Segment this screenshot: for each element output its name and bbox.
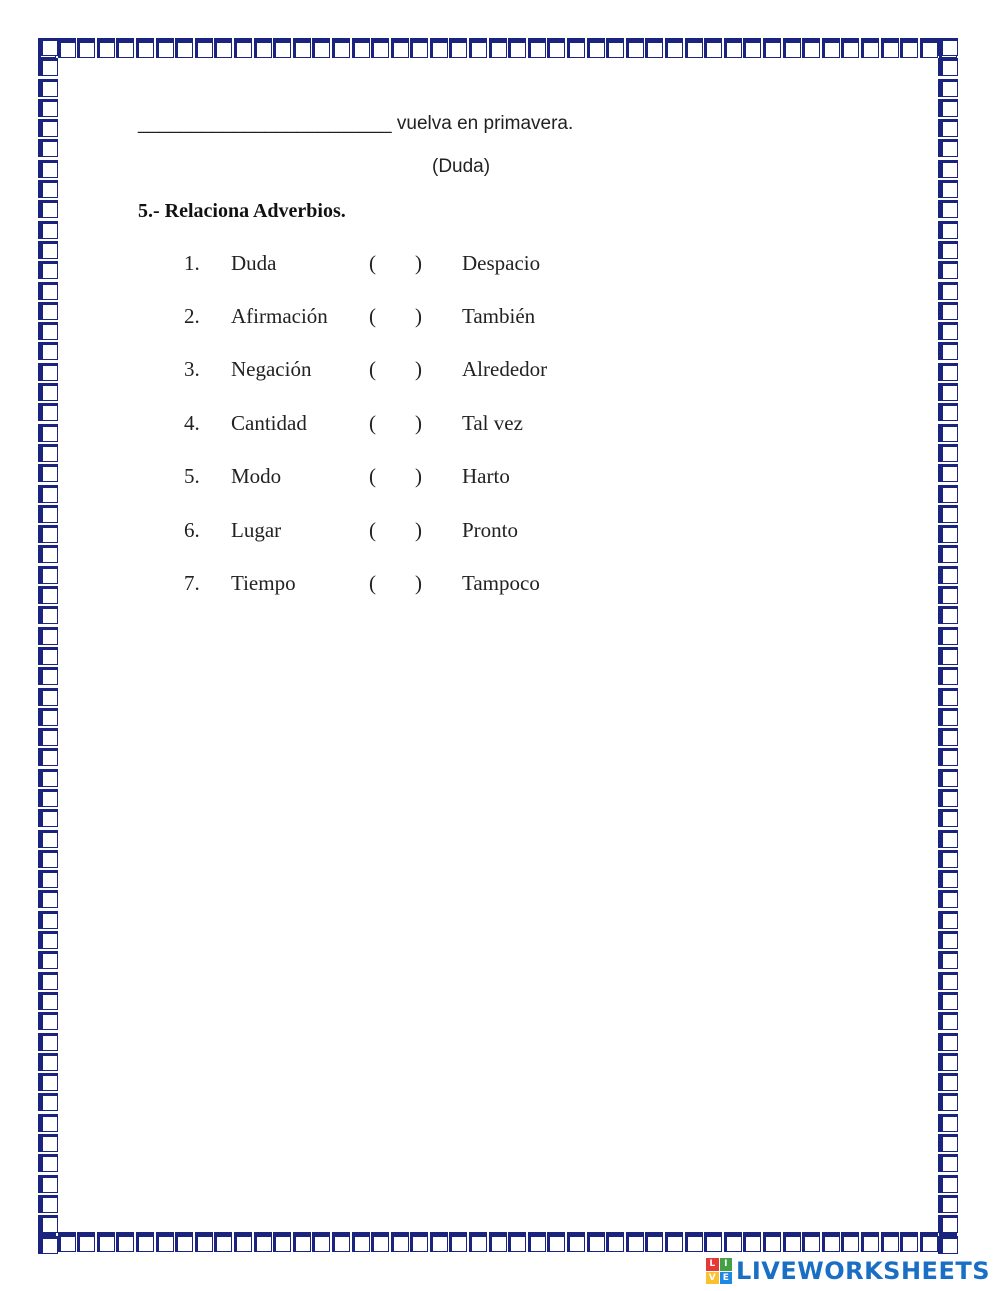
border-tile (938, 890, 958, 908)
answer-paren-close[interactable]: ) (415, 464, 422, 488)
item-adverb: También (462, 304, 536, 328)
border-tile (38, 728, 58, 746)
border-tile (38, 850, 58, 868)
border-tile (449, 1232, 467, 1252)
border-tile (391, 38, 409, 58)
border-tile (665, 1232, 683, 1252)
border-tile (938, 1195, 958, 1213)
border-tile (938, 160, 958, 178)
answer-paren-close[interactable]: ) (415, 411, 422, 435)
item-number: 7. (184, 571, 200, 595)
item-number: 1. (184, 251, 200, 275)
border-tile (116, 38, 134, 58)
border-tile (77, 38, 95, 58)
matching-row (0, 518, 700, 548)
border-tile (547, 38, 565, 58)
border-tile (38, 789, 58, 807)
border-tile (371, 38, 389, 58)
border-tile (938, 606, 958, 624)
fill-in-sentence (138, 113, 573, 135)
border-tile (38, 748, 58, 766)
border-tile (38, 951, 58, 969)
border-tile (938, 748, 958, 766)
border-tile (293, 38, 311, 58)
border-tile (38, 1033, 58, 1051)
border-tile (587, 1232, 605, 1252)
border-tile (938, 241, 958, 259)
border-tile (626, 1232, 644, 1252)
border-tile (938, 1236, 958, 1254)
matching-row (0, 251, 700, 281)
border-tile (938, 992, 958, 1010)
border-tile (938, 667, 958, 685)
border-tile (802, 1232, 820, 1252)
border-tile (685, 1232, 703, 1252)
border-tile (938, 1093, 958, 1111)
border-tile (38, 545, 58, 563)
border-tile (136, 38, 154, 58)
border-tile (704, 1232, 722, 1252)
sentence-text: vuelva en primavera. (396, 113, 574, 134)
border-tile (841, 38, 859, 58)
logo-letter: I (720, 1258, 733, 1271)
answer-paren-open[interactable]: ( (369, 304, 376, 328)
border-tile (489, 38, 507, 58)
answer-paren-close[interactable]: ) (415, 518, 422, 542)
border-tile (38, 606, 58, 624)
decorative-border-right (938, 38, 960, 1254)
border-tile (938, 383, 958, 401)
decorative-border-left (38, 38, 60, 1254)
border-tile (938, 464, 958, 482)
item-category: Lugar (231, 518, 282, 542)
border-tile (938, 1134, 958, 1152)
border-tile (938, 951, 958, 969)
matching-row (0, 304, 700, 334)
border-tile (938, 485, 958, 503)
item-category: Afirmación (231, 304, 328, 328)
item-category: Cantidad (231, 411, 307, 435)
border-tile (938, 647, 958, 665)
border-tile (938, 1053, 958, 1071)
decorative-border-top (38, 38, 960, 60)
item-number: 6. (184, 518, 200, 542)
border-tile (938, 911, 958, 929)
border-tile (938, 545, 958, 563)
border-tile (38, 1134, 58, 1152)
border-tile (822, 38, 840, 58)
border-tile (822, 1232, 840, 1252)
decorative-border-bottom (38, 1232, 960, 1254)
border-tile (783, 38, 801, 58)
border-tile (38, 1195, 58, 1213)
matching-row (0, 571, 700, 601)
border-tile (391, 1232, 409, 1252)
item-adverb: Tal vez (462, 411, 523, 435)
border-tile (508, 38, 526, 58)
border-tile (938, 342, 958, 360)
border-tile (528, 1232, 546, 1252)
border-tile (38, 1093, 58, 1111)
border-tile (508, 1232, 526, 1252)
border-tile (938, 282, 958, 300)
border-tile (489, 1232, 507, 1252)
border-tile (938, 363, 958, 381)
border-tile (38, 769, 58, 787)
border-tile (38, 688, 58, 706)
logo-wordmark: LIVEWORKSHEETS (736, 1257, 990, 1285)
border-tile (743, 38, 761, 58)
border-tile (175, 38, 193, 58)
item-number: 4. (184, 411, 200, 435)
border-tile (724, 1232, 742, 1252)
border-tile (371, 1232, 389, 1252)
border-tile (38, 1154, 58, 1172)
border-tile (938, 1175, 958, 1193)
border-tile (38, 1012, 58, 1030)
item-number: 3. (184, 357, 200, 381)
item-adverb: Alrededor (462, 357, 548, 381)
border-tile (38, 890, 58, 908)
border-tile (38, 667, 58, 685)
answer-paren-open[interactable]: ( (369, 571, 376, 595)
border-tile (38, 1053, 58, 1071)
border-tile (38, 1073, 58, 1091)
border-tile (38, 139, 58, 157)
border-tile (38, 99, 58, 117)
border-tile (38, 38, 58, 56)
border-tile (156, 1232, 174, 1252)
border-tile (938, 525, 958, 543)
border-tile (58, 38, 76, 58)
border-tile (352, 1232, 370, 1252)
border-tile (234, 38, 252, 58)
border-tile (528, 38, 546, 58)
border-tile (938, 302, 958, 320)
border-tile (938, 586, 958, 604)
border-tile (938, 444, 958, 462)
border-tile (469, 1232, 487, 1252)
section-heading: 5.- Relaciona Adverbios. (138, 200, 346, 222)
border-tile (938, 180, 958, 198)
border-tile (938, 627, 958, 645)
border-tile (938, 403, 958, 421)
border-tile (645, 38, 663, 58)
border-tile (97, 38, 115, 58)
border-tile (938, 139, 958, 157)
border-tile (332, 38, 350, 58)
border-tile (938, 1033, 958, 1051)
border-tile (938, 688, 958, 706)
border-tile (938, 789, 958, 807)
border-tile (881, 1232, 899, 1252)
border-tile (254, 1232, 272, 1252)
border-tile (38, 119, 58, 137)
border-tile (38, 931, 58, 949)
border-tile (861, 1232, 879, 1252)
border-tile (38, 972, 58, 990)
border-tile (38, 444, 58, 462)
item-adverb: Despacio (462, 251, 541, 275)
matching-row (0, 411, 700, 441)
answer-paren-open[interactable]: ( (369, 357, 376, 381)
item-category: Modo (231, 464, 282, 488)
border-tile (214, 38, 232, 58)
border-tile (938, 1073, 958, 1091)
border-tile (410, 1232, 428, 1252)
border-tile (938, 1114, 958, 1132)
border-tile (938, 728, 958, 746)
border-tile (77, 1232, 95, 1252)
border-tile (938, 769, 958, 787)
border-tile (254, 38, 272, 58)
border-tile (938, 972, 958, 990)
border-tile (38, 1175, 58, 1193)
border-tile (606, 1232, 624, 1252)
border-tile (469, 38, 487, 58)
border-tile (38, 992, 58, 1010)
border-tile (938, 58, 958, 76)
item-adverb: Tampoco (462, 571, 540, 595)
border-tile (38, 1114, 58, 1132)
border-tile (38, 708, 58, 726)
border-tile (410, 38, 428, 58)
border-tile (938, 505, 958, 523)
border-tile (449, 38, 467, 58)
border-tile (38, 647, 58, 665)
border-tile (116, 1232, 134, 1252)
border-tile (38, 809, 58, 827)
border-tile (704, 38, 722, 58)
border-tile (175, 1232, 193, 1252)
border-tile (136, 1232, 154, 1252)
logo-letter: L (706, 1258, 719, 1271)
border-tile (920, 38, 938, 58)
border-tile (38, 58, 58, 76)
border-tile (38, 870, 58, 888)
border-tile (273, 38, 291, 58)
border-tile (743, 1232, 761, 1252)
border-tile (38, 830, 58, 848)
sentence-hint: (Duda) (432, 156, 491, 177)
border-tile (626, 38, 644, 58)
answer-paren-open[interactable]: ( (369, 518, 376, 542)
border-tile (724, 38, 742, 58)
answer-paren-open[interactable]: ( (369, 411, 376, 435)
border-tile (938, 322, 958, 340)
border-tile (938, 261, 958, 279)
border-tile (938, 221, 958, 239)
border-tile (293, 1232, 311, 1252)
border-tile (763, 1232, 781, 1252)
logo-letter: E (720, 1272, 733, 1285)
border-tile (900, 38, 918, 58)
border-tile (938, 1012, 958, 1030)
answer-paren-close[interactable]: ) (415, 571, 422, 595)
item-category: Negación (231, 357, 312, 381)
border-tile (938, 79, 958, 97)
item-category: Tiempo (231, 571, 296, 595)
answer-paren-close[interactable]: ) (415, 357, 422, 381)
answer-blank[interactable]: ________________________ (138, 113, 392, 134)
border-tile (938, 850, 958, 868)
border-tile (900, 1232, 918, 1252)
border-tile (938, 119, 958, 137)
border-tile (430, 38, 448, 58)
border-tile (938, 99, 958, 117)
border-tile (938, 1215, 958, 1233)
border-tile (938, 809, 958, 827)
border-tile (802, 38, 820, 58)
border-tile (352, 38, 370, 58)
border-tile (665, 38, 683, 58)
logo-letter: V (706, 1272, 719, 1285)
border-tile (273, 1232, 291, 1252)
border-tile (587, 38, 605, 58)
border-tile (58, 1232, 76, 1252)
border-tile (38, 79, 58, 97)
border-tile (938, 708, 958, 726)
border-tile (606, 38, 624, 58)
border-tile (841, 1232, 859, 1252)
item-number: 5. (184, 464, 200, 488)
border-tile (881, 38, 899, 58)
item-category: Duda (231, 251, 277, 275)
answer-paren-open[interactable]: ( (369, 251, 376, 275)
border-tile (938, 830, 958, 848)
border-tile (938, 200, 958, 218)
border-tile (861, 38, 879, 58)
matching-row (0, 464, 700, 494)
border-tile (783, 1232, 801, 1252)
liveworksheets-logo-icon (706, 1258, 732, 1284)
border-tile (38, 1236, 58, 1254)
item-adverb: Harto (462, 464, 510, 488)
border-tile (567, 38, 585, 58)
border-tile (645, 1232, 663, 1252)
answer-paren-close[interactable]: ) (415, 251, 422, 275)
border-tile (312, 1232, 330, 1252)
border-tile (938, 870, 958, 888)
border-tile (547, 1232, 565, 1252)
border-tile (938, 1154, 958, 1172)
border-tile (195, 1232, 213, 1252)
border-tile (97, 1232, 115, 1252)
border-tile (332, 1232, 350, 1252)
border-tile (195, 38, 213, 58)
border-tile (938, 566, 958, 584)
border-tile (38, 221, 58, 239)
liveworksheets-logo (706, 1256, 990, 1286)
border-tile (938, 38, 958, 56)
border-tile (430, 1232, 448, 1252)
border-tile (38, 180, 58, 198)
border-tile (763, 38, 781, 58)
border-tile (38, 200, 58, 218)
border-tile (234, 1232, 252, 1252)
border-tile (38, 282, 58, 300)
answer-paren-close[interactable]: ) (415, 304, 422, 328)
border-tile (938, 931, 958, 949)
border-tile (38, 1215, 58, 1233)
border-tile (156, 38, 174, 58)
item-adverb: Pronto (462, 518, 519, 542)
border-tile (685, 38, 703, 58)
border-tile (38, 160, 58, 178)
item-number: 2. (184, 304, 200, 328)
border-tile (214, 1232, 232, 1252)
border-tile (938, 424, 958, 442)
border-tile (38, 627, 58, 645)
border-tile (567, 1232, 585, 1252)
border-tile (920, 1232, 938, 1252)
border-tile (312, 38, 330, 58)
matching-row (0, 357, 700, 387)
answer-paren-open[interactable]: ( (369, 464, 376, 488)
border-tile (38, 911, 58, 929)
